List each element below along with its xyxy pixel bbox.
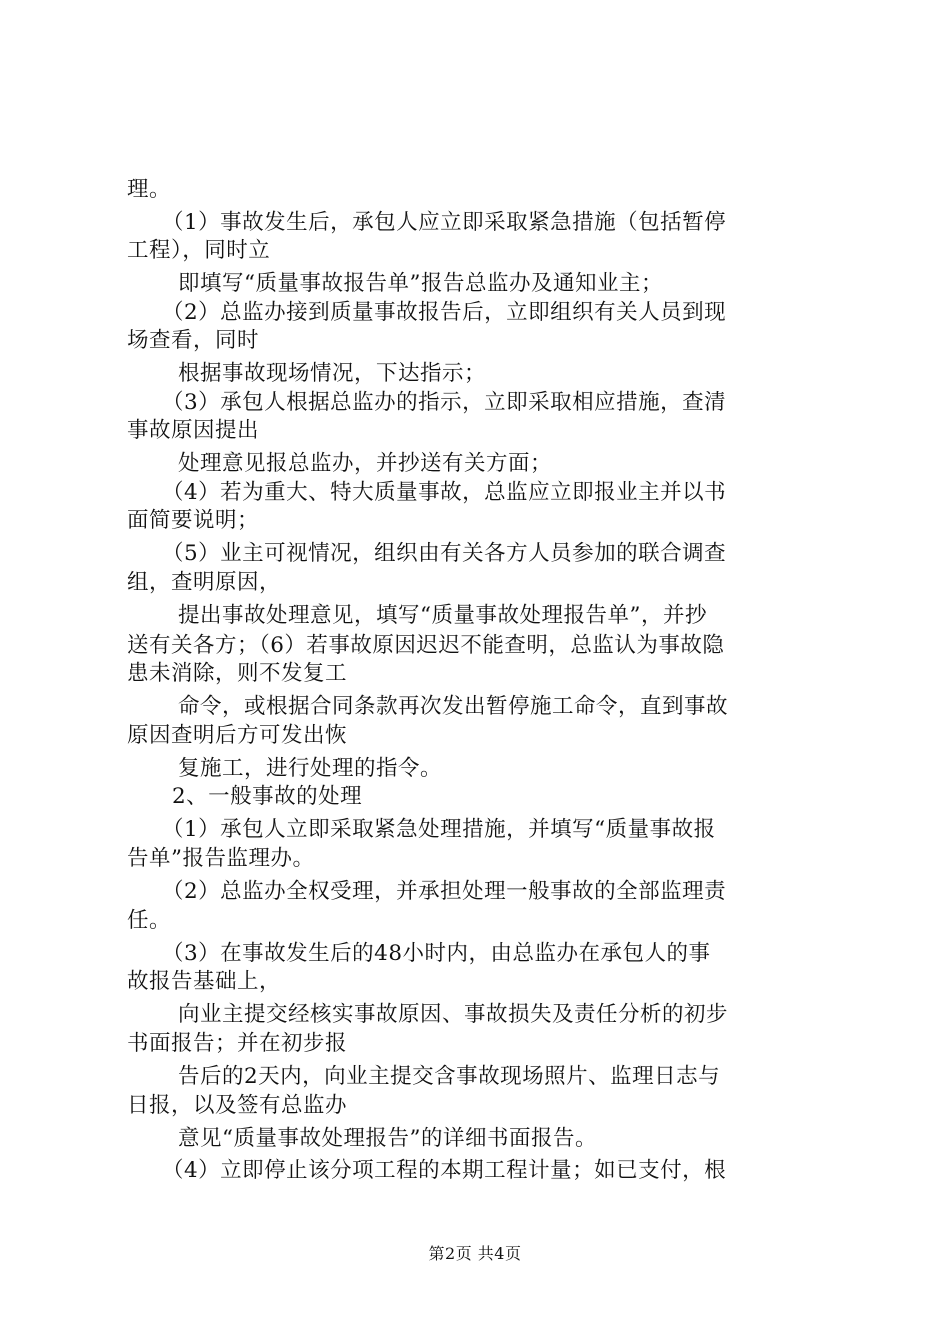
text-line: （1）承包人立即采取紧急处理措施，并填写“质量事故报 <box>162 817 716 842</box>
text-line: 日报，以及签有总监办 <box>127 1093 348 1118</box>
text-line: 事故原因提出 <box>127 418 260 443</box>
text-line: 告单”报告监理办。 <box>127 846 315 871</box>
text-line: （3）承包人根据总监办的指示，立即采取相应措施，查清 <box>162 390 727 415</box>
text-line: 故报告基础上， <box>127 969 282 994</box>
text-line: （4）若为重大、特大质量事故，总监应立即报业主并以书 <box>162 480 727 505</box>
text-line: 2、一般事故的处理 <box>172 784 363 809</box>
text-line: 提出事故处理意见，填写“质量事故处理报告单”，并抄 <box>178 603 707 628</box>
text-line: 送有关各方；（6）若事故原因迟迟不能查明，总监认为事故隐 <box>127 633 725 658</box>
text-line: 组，查明原因， <box>127 570 282 595</box>
text-line: （4）立即停止该分项工程的本期工程计量；如已支付，根 <box>162 1158 727 1183</box>
text-line: 患未消除，则不发复工 <box>127 661 348 686</box>
text-line: 工程），同时立 <box>127 238 271 263</box>
page-number-footer: 第2页 共4页 <box>428 1244 522 1263</box>
text-line: 命令，或根据合同条款再次发出暂停施工命令，直到事故 <box>178 694 729 719</box>
text-line: 书面报告；并在初步报 <box>127 1031 348 1056</box>
text-line: 理。 <box>127 177 172 202</box>
text-line: （2）总监办全权受理，并承担处理一般事故的全部监理责 <box>162 879 727 904</box>
text-line: （2）总监办接到质量事故报告后，立即组织有关人员到现 <box>162 300 727 325</box>
text-line: 告后的2天内，向业主提交含事故现场照片、监理日志与 <box>178 1064 721 1089</box>
text-line: （3）在事故发生后的48小时内，由总监办在承包人的事 <box>162 941 711 966</box>
text-line: 即填写“质量事故报告单”报告总监办及通知业主； <box>178 271 663 296</box>
text-line: 处理意见报总监办，并抄送有关方面； <box>178 451 553 476</box>
text-line: 面简要说明； <box>127 508 260 533</box>
text-line: 意见“质量事故处理报告”的详细书面报告。 <box>178 1126 597 1151</box>
text-line: （5）业主可视情况，组织由有关各方人员参加的联合调查 <box>162 541 727 566</box>
text-line: 任。 <box>127 908 172 933</box>
text-line: 向业主提交经核实事故原因、事故损失及责任分析的初步 <box>178 1002 729 1027</box>
text-line: （1）事故发生后，承包人应立即采取紧急措施（包括暂停 <box>162 210 727 235</box>
text-line: 复施工，进行处理的指令。 <box>178 756 443 781</box>
text-line: 原因查明后方可发出恢 <box>127 723 348 748</box>
text-line: 根据事故现场情况，下达指示； <box>178 361 487 386</box>
text-line: 场查看，同时 <box>127 328 260 353</box>
